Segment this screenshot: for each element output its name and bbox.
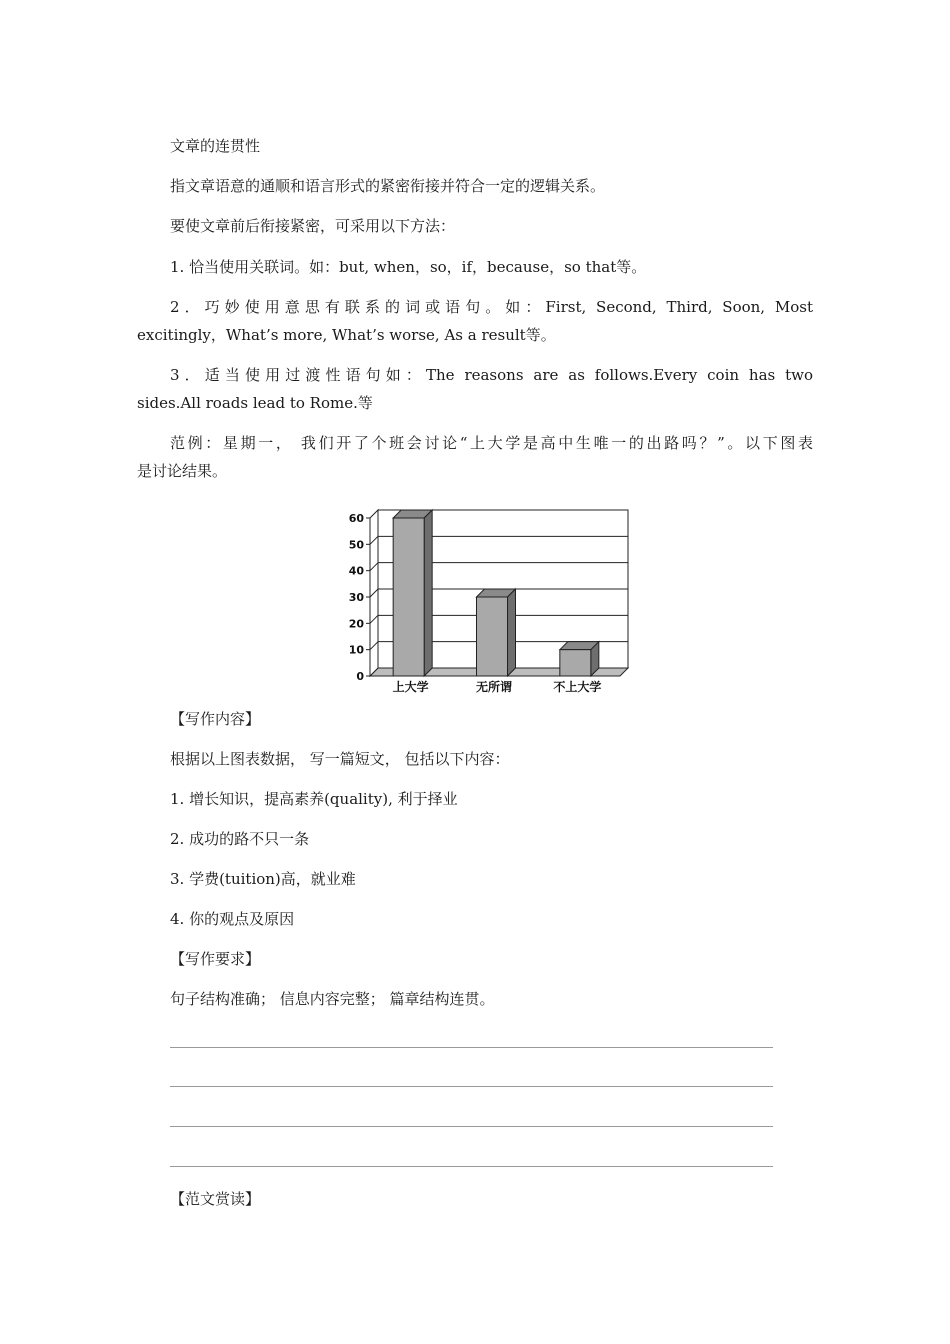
chart-category-label: 上大学	[392, 680, 429, 694]
answer-line[interactable]	[170, 1086, 773, 1087]
example-line-2: 是讨论结果。	[137, 462, 228, 480]
sample-title: 【范文赏读】	[170, 1190, 261, 1208]
chart-y-tick-label: 0	[356, 670, 364, 683]
chart-category-label: 无所谓	[475, 680, 513, 694]
chart-bar	[560, 650, 591, 676]
chart-y-tick-label: 60	[348, 512, 364, 525]
method-3-line-2: sides.All roads lead to Rome.等	[137, 394, 373, 412]
point-item: 3. 学费(tuition)高，就业难	[170, 870, 356, 888]
chart-category-labels	[393, 679, 602, 694]
methods-intro: 要使文章前后衔接紧密，可采用以下方法：	[170, 217, 456, 235]
method-1: 1. 恰当使用关联词。如：but, when，so，if，because，so that等。	[170, 258, 647, 276]
definition-text: 指文章语意的通顺和语言形式的紧密衔接并符合一定的逻辑关系。	[170, 177, 606, 195]
chart-y-tick-label: 30	[348, 591, 364, 604]
bar-chart	[340, 500, 640, 700]
chart-y-tick-label: 20	[348, 617, 364, 631]
writing-req-text: 句子结构准确； 信息内容完整； 篇章结构连贯。	[170, 990, 495, 1008]
answer-line[interactable]	[170, 1126, 773, 1127]
writing-content-intro: 根据以上图表数据， 写一篇短文， 包括以下内容：	[170, 750, 510, 768]
writing-content-title: 【写作内容】	[170, 710, 261, 728]
answer-line[interactable]	[170, 1166, 773, 1167]
chart-bar-side	[508, 589, 516, 676]
example-line-1: 范例：星期一， 我们开了个班会讨论“上大学是高中生唯一的出路吗？”。以下图表	[170, 434, 813, 452]
answer-line[interactable]	[170, 1047, 773, 1048]
chart-bar-side	[424, 510, 432, 676]
chart-category-label: 不上大学	[553, 680, 602, 694]
chart-y-tick-label: 50	[348, 538, 364, 552]
method-2-line-2: excitingly，What’s more, What’s worse, As a result等。	[137, 326, 556, 344]
point-item: 4. 你的观点及原因	[170, 910, 295, 928]
point-item: 2. 成功的路不只一条	[170, 830, 310, 848]
chart-bar	[393, 518, 424, 676]
chart-y-tick-label: 10	[348, 643, 364, 657]
point-item: 1. 增长知识，提高素养(quality), 利于择业	[170, 790, 458, 808]
method-3-line-1: 3．适当使用过渡性语句如：The reasons are as follows.Every coin has two	[170, 366, 813, 384]
chart-bar	[477, 597, 508, 676]
writing-req-title: 【写作要求】	[170, 950, 261, 968]
chart-y-ticks	[349, 512, 370, 683]
section-heading: 文章的连贯性	[170, 137, 261, 155]
chart-y-tick-label: 40	[348, 564, 364, 578]
method-2-line-1: 2．巧妙使用意思有联系的词或语句。如：First, Second, Third, Soon, Most	[170, 298, 813, 316]
